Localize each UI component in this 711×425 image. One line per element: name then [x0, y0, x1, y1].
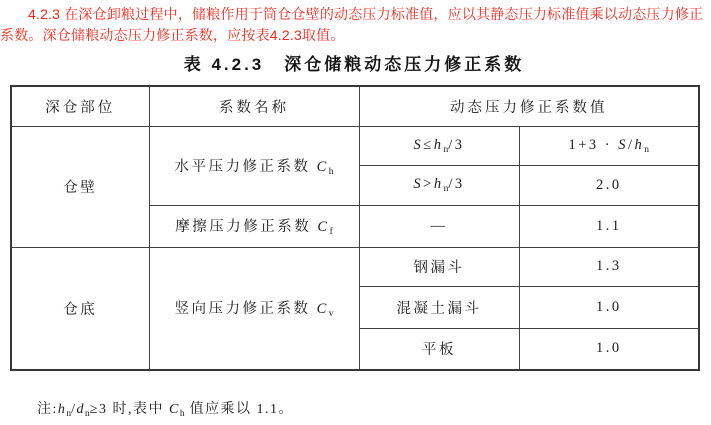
- cell-condition-flat-plate: 平板: [359, 328, 519, 370]
- cell-value-1-3: 1.3: [519, 247, 699, 286]
- coefficient-table: [10, 85, 700, 371]
- cell-part-bottom: 仓底: [11, 247, 149, 370]
- header-value-group: 动态压力修正系数值: [359, 86, 699, 126]
- table-footnote: 注$:h_n/d_n\ge 3$ 时,表中 $C_h$ 值应乘以 1.1。: [37, 402, 295, 419]
- cell-value-2-0: 2.0: [519, 165, 699, 205]
- cell-condition-s-gt: $S>h_n/3$: [359, 165, 519, 205]
- table-header-row: [11, 86, 699, 126]
- cell-part-wall: 仓壁: [11, 126, 149, 247]
- cell-value-1-0-concrete: 1.0: [519, 286, 699, 328]
- cell-value-formula: $1+3 \cdot S/h_n$: [519, 126, 699, 165]
- table-title: 表 4.2.3 深仓储粮动态压力修正系数: [183, 55, 525, 74]
- cell-coef-friction: 摩擦压力修正系数 $C_f$: [149, 205, 359, 247]
- clause-paragraph: 4.2.3 在深仓卸粮过程中，储粮作用于筒仓仓壁的动态压力标准值，应以其静态压力标准值乘以动态压力修正系数。深仓储粮动态压力修正系数，应按表4.2.3取值。: [0, 6, 704, 43]
- cell-value-1-1: 1.1: [519, 205, 699, 247]
- cell-condition-s-le: $S\le h_n/3$: [359, 126, 519, 165]
- cell-condition-concrete-hopper: 混凝土漏斗: [359, 286, 519, 328]
- cell-condition-dash: —: [359, 205, 519, 247]
- cell-coef-horizontal: 水平压力修正系数 $C_h$: [149, 126, 359, 205]
- header-part: 深仓部位: [11, 86, 149, 126]
- cell-value-1-0-plate: 1.0: [519, 328, 699, 370]
- cell-condition-steel-hopper: 钢漏斗: [359, 247, 519, 286]
- cell-coef-vertical: 竖向压力修正系数 $C_v$: [149, 247, 359, 370]
- header-coefficient-name: 系数名称: [149, 86, 359, 126]
- table-row: [11, 126, 699, 165]
- table-row: [11, 247, 699, 286]
